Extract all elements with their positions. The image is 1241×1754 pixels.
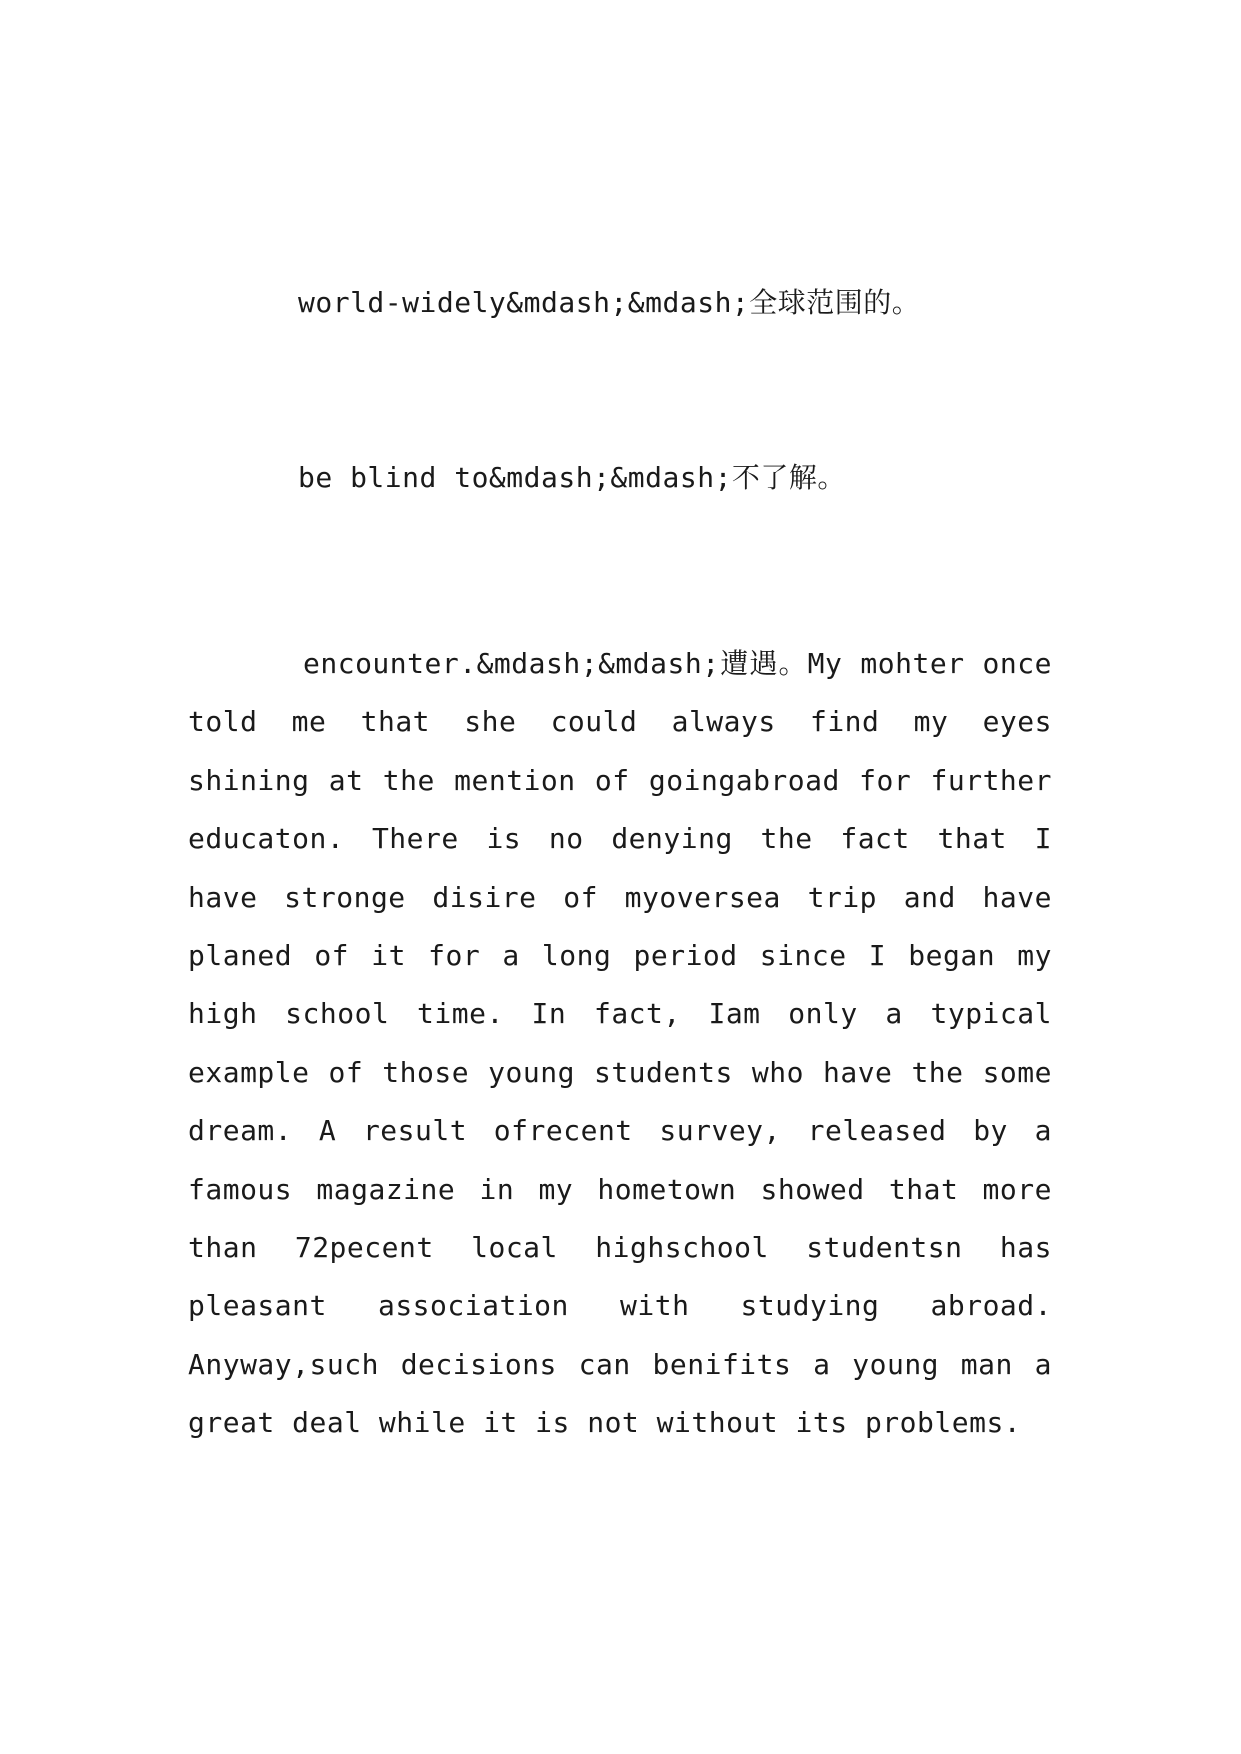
essay-paragraph: encounter.&mdash;&mdash;遭遇。My mohter once told me that she could always find my eyes shining at the mention of goingabroad for further educaton. There is no denying the fact that I have stronge disire of myoversea trip and have planed of it for a long period since I began my high school time. In fact, Iam only a typical example of those young students who have the some dream. A result ofrecent survey, released by a famous magazine in my hometown showed that more than 72pecent local highschool studentsn has pleasant association with studying abroad. Anyway,such decisions can benifits a young man a great deal while it is not without its problems. <box>188 647 1052 1440</box>
vocab-line-be-blind-to: be blind to&mdash;&mdash;不了解。 <box>298 461 846 494</box>
vocab-line-world-widely: world-widely&mdash;&mdash;全球范围的。 <box>298 286 921 319</box>
